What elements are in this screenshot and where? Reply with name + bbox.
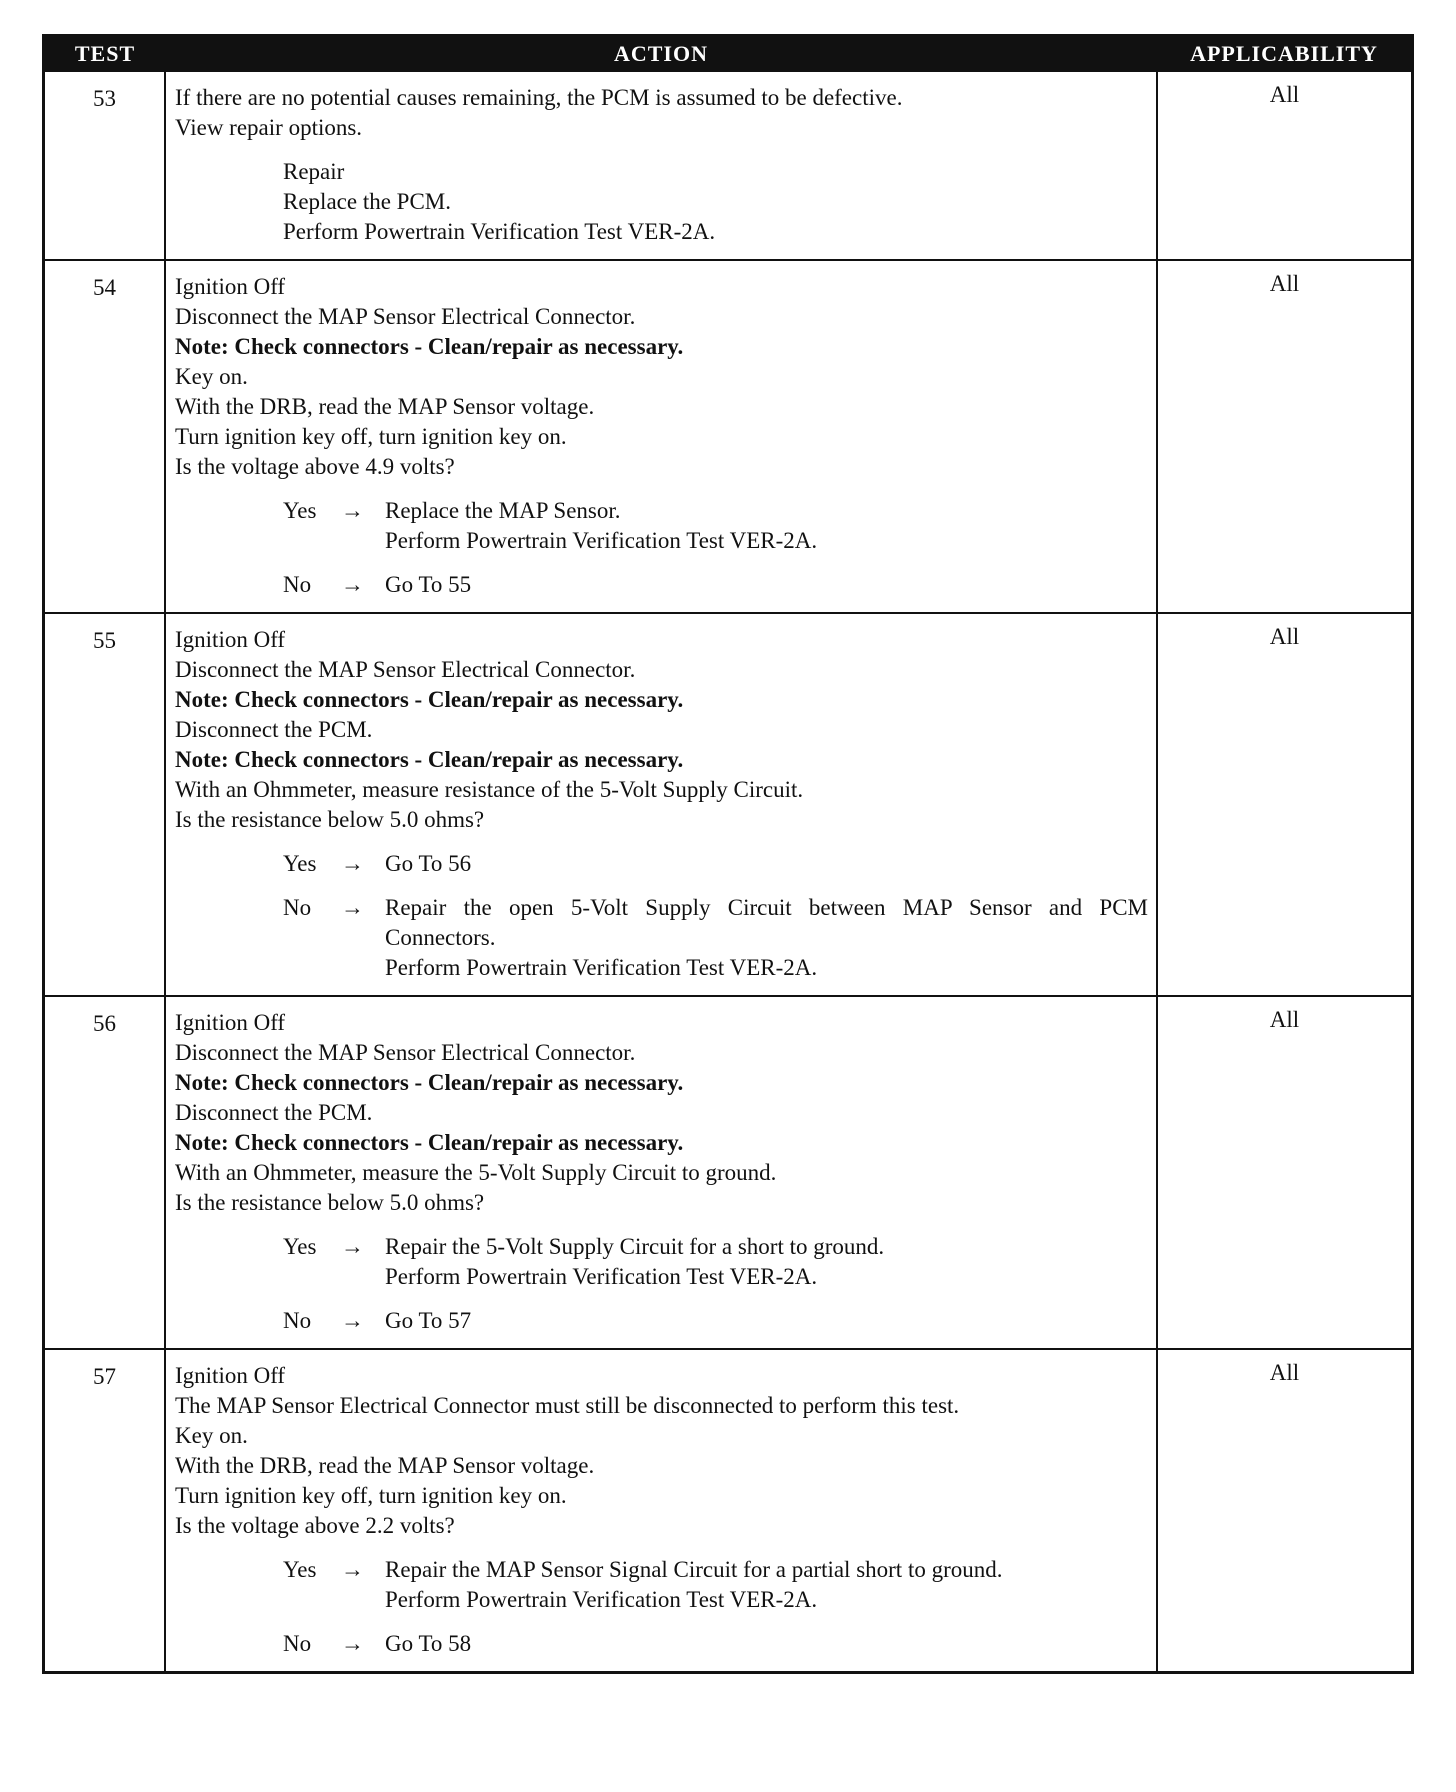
arrow-icon: → bbox=[341, 1557, 364, 1582]
no-label: No bbox=[283, 895, 312, 920]
header-test: TEST bbox=[45, 37, 165, 71]
result-line: Replace the MAP Sensor. bbox=[385, 498, 621, 523]
yes-label: Yes bbox=[283, 851, 317, 876]
result-line: Go To 56 bbox=[385, 851, 472, 876]
action-line: Disconnect the MAP Sensor Electrical Connector. bbox=[175, 1040, 636, 1065]
note-text: Note: Check connectors - Clean/repair as necessary. bbox=[175, 1130, 684, 1155]
no-result bbox=[385, 1629, 1148, 1659]
applicability-value: All bbox=[1157, 996, 1411, 1349]
applicability-value: All bbox=[1157, 71, 1411, 260]
arrow-icon: → bbox=[341, 572, 364, 597]
yes-label: Yes bbox=[283, 498, 317, 523]
applicability-value: All bbox=[1157, 1349, 1411, 1671]
action-line: Ignition Off bbox=[175, 274, 286, 299]
result-line: Perform Powertrain Verification Test VER-2A. bbox=[385, 955, 818, 980]
action-line: Key on. bbox=[175, 1423, 248, 1448]
result-line: Repair the open 5-Volt Supply Circuit between MAP Sensor and PCM Connectors. bbox=[385, 895, 1148, 950]
yes-result bbox=[385, 496, 1148, 556]
yes-label: Yes bbox=[283, 1234, 317, 1259]
action-line: Key on. bbox=[175, 364, 248, 389]
yes-outcome bbox=[175, 1232, 1148, 1292]
yes-outcome bbox=[175, 1555, 1148, 1615]
action-line: With an Ohmmeter, measure the 5-Volt Supply Circuit to ground. bbox=[175, 1160, 777, 1185]
no-label: No bbox=[283, 1631, 312, 1656]
table-row bbox=[45, 996, 1411, 1349]
note-text: Note: Check connectors - Clean/repair as necessary. bbox=[175, 334, 684, 359]
test-number: 55 bbox=[45, 613, 165, 996]
result-line: Perform Powertrain Verification Test VER-2A. bbox=[385, 1587, 818, 1612]
action-line: With the DRB, read the MAP Sensor voltage. bbox=[175, 394, 595, 419]
action-line: The MAP Sensor Electrical Connector must still be disconnected to perform this test. bbox=[175, 1393, 960, 1418]
action-line: With an Ohmmeter, measure resistance of the 5-Volt Supply Circuit. bbox=[175, 777, 804, 802]
test-number: 57 bbox=[45, 1349, 165, 1671]
action-line: Disconnect the MAP Sensor Electrical Connector. bbox=[175, 304, 636, 329]
arrow-icon: → bbox=[341, 1308, 364, 1333]
action-line: Ignition Off bbox=[175, 1363, 286, 1388]
no-result bbox=[385, 570, 1148, 600]
action-line: Is the voltage above 4.9 volts? bbox=[175, 454, 455, 479]
yes-result bbox=[385, 849, 1148, 879]
action-line: Ignition Off bbox=[175, 1010, 286, 1035]
no-outcome bbox=[175, 893, 1148, 983]
action-cell bbox=[165, 613, 1157, 996]
action-line: Turn ignition key off, turn ignition key on. bbox=[175, 424, 567, 449]
table-row bbox=[45, 71, 1411, 260]
repair-item: Perform Powertrain Verification Test VER-2A. bbox=[283, 219, 716, 244]
no-label: No bbox=[283, 1308, 312, 1333]
table-row bbox=[45, 1349, 1411, 1671]
action-line: With the DRB, read the MAP Sensor voltage. bbox=[175, 1453, 595, 1478]
action-line: Is the voltage above 2.2 volts? bbox=[175, 1513, 455, 1538]
action-line: Disconnect the PCM. bbox=[175, 717, 373, 742]
yes-result bbox=[385, 1555, 1148, 1615]
applicability-value: All bbox=[1157, 260, 1411, 613]
no-outcome bbox=[175, 1306, 1148, 1336]
repair-item: Replace the PCM. bbox=[283, 189, 451, 214]
action-line: Disconnect the MAP Sensor Electrical Connector. bbox=[175, 657, 636, 682]
action-line: Is the resistance below 5.0 ohms? bbox=[175, 1190, 485, 1215]
table-header-row bbox=[45, 37, 1411, 71]
repair-label: Repair bbox=[283, 159, 345, 184]
arrow-icon: → bbox=[341, 1631, 364, 1656]
arrow-icon: → bbox=[341, 851, 364, 876]
note-text: Note: Check connectors - Clean/repair as necessary. bbox=[175, 1070, 684, 1095]
action-cell bbox=[165, 71, 1157, 260]
no-outcome bbox=[175, 570, 1148, 600]
test-number: 56 bbox=[45, 996, 165, 1349]
arrow-icon: → bbox=[341, 1234, 364, 1259]
diagnostic-test-table bbox=[42, 34, 1414, 1674]
action-line: If there are no potential causes remaining, the PCM is assumed to be defective. bbox=[175, 85, 903, 110]
no-outcome bbox=[175, 1629, 1148, 1659]
result-line: Go To 58 bbox=[385, 1631, 472, 1656]
arrow-icon: → bbox=[341, 895, 364, 920]
yes-label: Yes bbox=[283, 1557, 317, 1582]
action-line: Is the resistance below 5.0 ohms? bbox=[175, 807, 485, 832]
action-line: Turn ignition key off, turn ignition key on. bbox=[175, 1483, 567, 1508]
result-line: Repair the MAP Sensor Signal Circuit for a partial short to ground. bbox=[385, 1557, 1003, 1582]
result-line: Go To 57 bbox=[385, 1308, 472, 1333]
action-cell bbox=[165, 1349, 1157, 1671]
action-cell bbox=[165, 996, 1157, 1349]
result-line: Go To 55 bbox=[385, 572, 472, 597]
header-applicability: APPLICABILITY bbox=[1157, 37, 1411, 71]
no-label: No bbox=[283, 572, 312, 597]
action-line: Disconnect the PCM. bbox=[175, 1100, 373, 1125]
yes-outcome bbox=[175, 496, 1148, 556]
table-row bbox=[45, 260, 1411, 613]
repair-items bbox=[175, 187, 1148, 247]
result-line: Repair the 5-Volt Supply Circuit for a short to ground. bbox=[385, 1234, 885, 1259]
result-line: Perform Powertrain Verification Test VER-2A. bbox=[385, 528, 818, 553]
table-row bbox=[45, 613, 1411, 996]
note-text: Note: Check connectors - Clean/repair as necessary. bbox=[175, 747, 684, 772]
result-line: Perform Powertrain Verification Test VER-2A. bbox=[385, 1264, 818, 1289]
test-number: 53 bbox=[45, 71, 165, 260]
test-number: 54 bbox=[45, 260, 165, 613]
action-line: Ignition Off bbox=[175, 627, 286, 652]
arrow-icon: → bbox=[341, 498, 364, 523]
action-line: View repair options. bbox=[175, 115, 363, 140]
yes-result bbox=[385, 1232, 1148, 1292]
table-body bbox=[45, 71, 1411, 1671]
header-action: ACTION bbox=[165, 37, 1157, 71]
no-result bbox=[385, 1306, 1148, 1336]
action-cell bbox=[165, 260, 1157, 613]
no-result bbox=[385, 893, 1148, 983]
yes-outcome bbox=[175, 849, 1148, 879]
applicability-value: All bbox=[1157, 613, 1411, 996]
note-text: Note: Check connectors - Clean/repair as necessary. bbox=[175, 687, 684, 712]
